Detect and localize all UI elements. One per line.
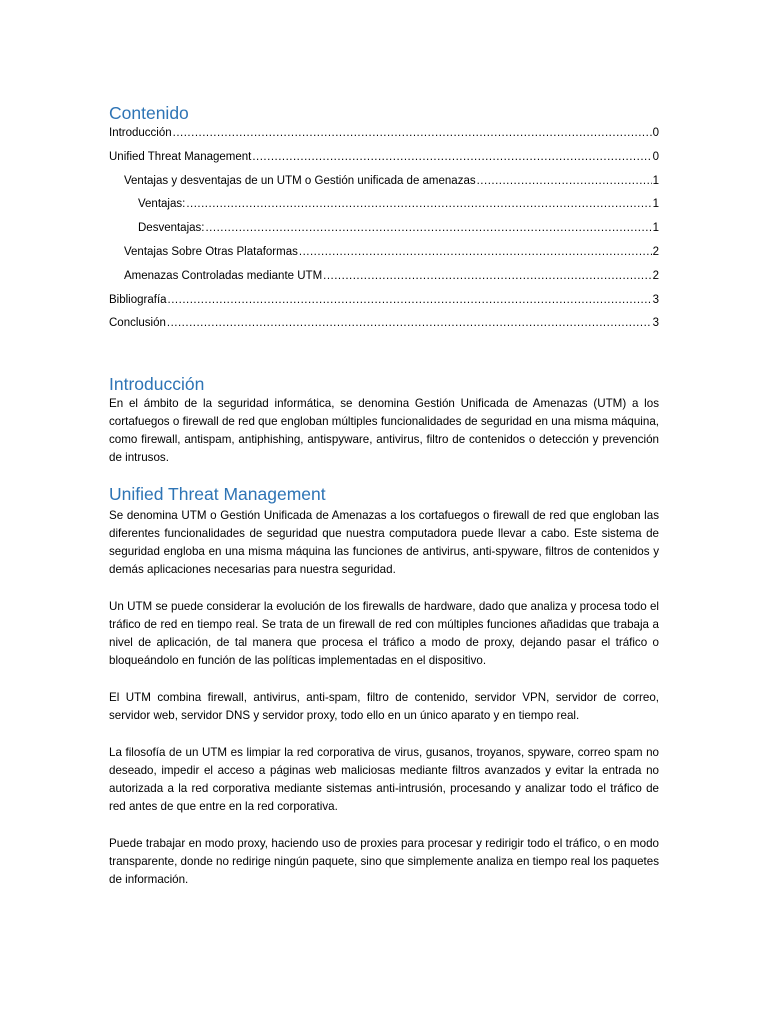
utm-section — [109, 507, 659, 889]
utm-paragraph: Puede trabajar en modo proxy, haciendo uso de proxies para procesar y redirigir todo el tráfico, o en modo transparente, donde no redirige ningún paquete, sino que simplemente analiza en tiempo real los paquetes de información. — [109, 837, 659, 886]
toc-entry-page: 1 — [652, 174, 659, 187]
utm-heading: Unified Threat Management — [109, 484, 326, 504]
utm-paragraph: El UTM combina firewall, antivirus, anti-spam, filtro de contenido, servidor VPN, servidor de correo, servidor web, servidor DNS y servidor proxy, todo ello en un único aparato y en tiempo real. — [109, 691, 659, 722]
toc-heading: Contenido — [109, 103, 189, 123]
toc-leader-dots — [186, 196, 651, 212]
toc-leader-dots — [167, 315, 652, 331]
toc-leader-dots — [477, 173, 652, 189]
toc-leader-dots — [299, 244, 652, 260]
toc-entry-page: 1 — [652, 222, 659, 235]
toc-entry-label: Conclusión — [109, 317, 166, 330]
toc-entry-label: Ventajas: — [138, 198, 186, 211]
table-of-contents — [109, 125, 659, 339]
toc-leader-dots — [252, 149, 651, 165]
toc-entry-label: Ventajas Sobre Otras Plataformas — [124, 245, 298, 258]
toc-entry-page: 0 — [652, 127, 659, 139]
toc-entry-page: 1 — [652, 198, 659, 211]
toc-entry-label: Desventajas: — [138, 222, 205, 235]
toc-entry-label: Amenazas Controladas mediante UTM — [124, 269, 323, 282]
toc-entry[interactable] — [109, 149, 659, 173]
toc-leader-dots — [168, 292, 652, 308]
intro-heading: Introducción — [109, 374, 205, 394]
toc-leader-dots — [205, 220, 651, 236]
toc-entry-page: 3 — [652, 317, 659, 330]
toc-leader-dots — [173, 125, 652, 141]
toc-entry[interactable] — [109, 220, 659, 244]
toc-entry-label: Introducción — [109, 127, 172, 139]
intro-paragraph: En el ámbito de la seguridad informática, se denomina Gestión Unificada de Amenazas (UTM) a los cortafuegos o firewall de red que engloban múltiples funcionalidades de seguridad en una misma máquina, como firewall, antispam, antiphishing, antispyware, antivirus, filtro de contenidos o detección y prevención de intrusos. — [109, 397, 659, 464]
toc-entry[interactable] — [109, 315, 659, 339]
toc-entry[interactable] — [109, 125, 659, 149]
toc-entry-label: Unified Threat Management — [109, 150, 252, 163]
toc-entry[interactable] — [109, 268, 659, 292]
toc-leader-dots — [323, 268, 651, 284]
toc-entry-page: 3 — [652, 293, 659, 306]
toc-entry[interactable] — [109, 292, 659, 316]
toc-entry-label: Bibliografía — [109, 293, 167, 306]
toc-entry[interactable] — [109, 196, 659, 220]
toc-entry-page: 0 — [652, 150, 659, 163]
intro-section — [109, 395, 659, 467]
toc-entry-page: 2 — [652, 245, 659, 258]
toc-entry[interactable] — [109, 244, 659, 268]
utm-paragraph: Un UTM se puede considerar la evolución de los firewalls de hardware, dado que analiza y procesa todo el tráfico de red en tiempo real. Se trata de un firewall de red con múltiples funciones añadidas que trabaja a nivel de aplicación, de tal manera que procesa el tráfico a modo de proxy, dejando pasar el tráfico o bloqueándolo en función de las políticas implementadas en el dispositivo. — [109, 600, 659, 667]
toc-entry-label: Ventajas y desventajas de un UTM o Gestión unificada de amenazas — [124, 174, 476, 187]
toc-entry[interactable] — [109, 173, 659, 197]
utm-paragraph: Se denomina UTM o Gestión Unificada de Amenazas a los cortafuegos o firewall de red que engloban las diferentes funcionalidades de seguridad que nuestra computadora puede llevar a cabo. Este sistema de seguridad engloba en una misma máquina las funciones de antivirus, anti-spyware, filtros de contenidos y demás aplicaciones necesarias para nuestra seguridad. — [109, 509, 659, 576]
toc-entry-page: 2 — [652, 269, 659, 282]
utm-paragraph: La filosofía de un UTM es limpiar la red corporativa de virus, gusanos, troyanos, spyware, correo spam no deseado, impedir el acceso a páginas web maliciosas mediante filtros avanzados y evitar la entrada no autorizada a la red corporativa mediante sistemas anti-intrusión, procesando y analizar todo el tráfico de red antes de que entre en la red corporativa. — [109, 746, 659, 813]
